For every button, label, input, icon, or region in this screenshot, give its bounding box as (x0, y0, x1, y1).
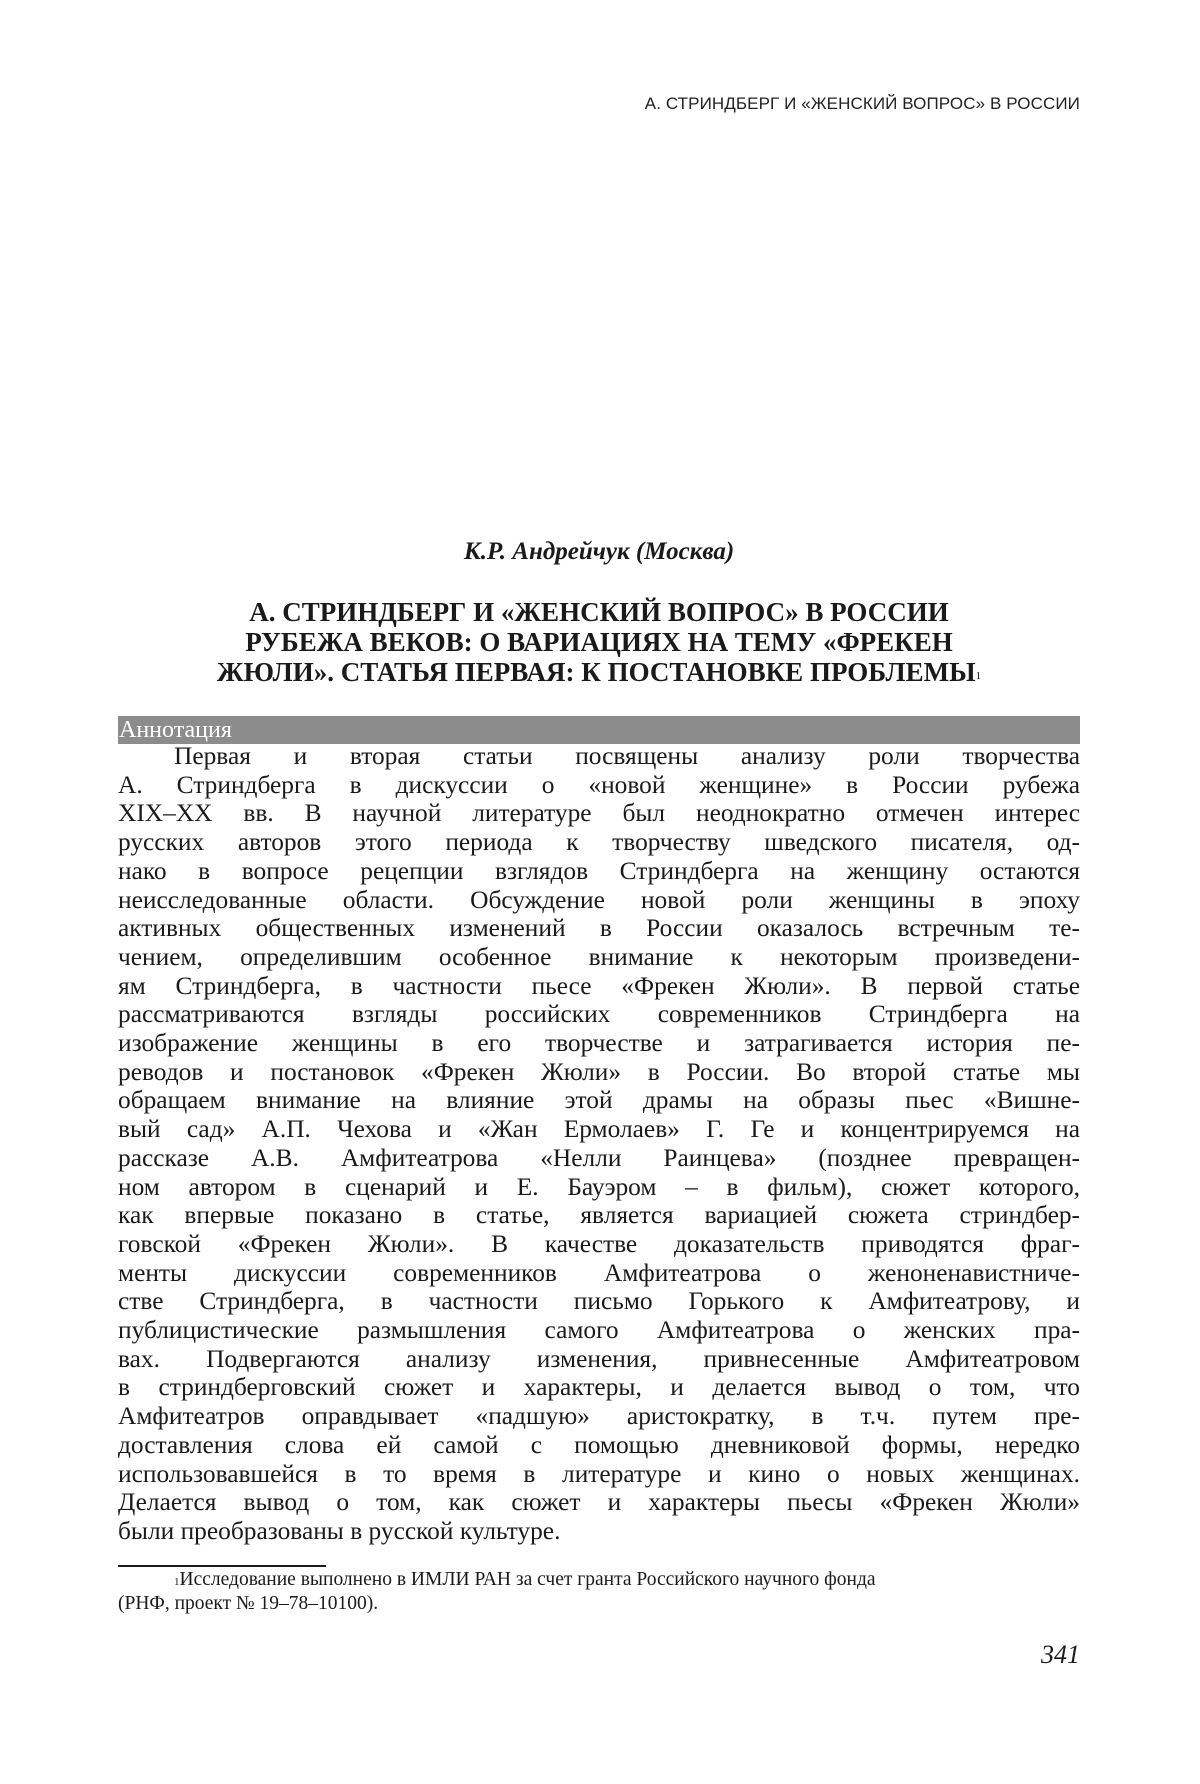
footnote-line-2: (РНФ, проект № 19–78–10100). (118, 1592, 1080, 1616)
title-line-1: А. СТРИНДБЕРГ И «ЖЕНСКИЙ ВОПРОС» В РОССИИ (118, 597, 1080, 627)
abstract-line: русских авторов этого периода к творчеству шведского писателя, од- (118, 828, 1080, 857)
abstract-line: доставления слова ей самой с помощью дневниковой формы, нередко (118, 1431, 1080, 1460)
title-line-3 (118, 657, 1080, 687)
title-line-2: РУБЕЖА ВЕКОВ: О ВАРИАЦИЯХ НА ТЕМУ «ФРЕКЕН (118, 627, 1080, 657)
title-line-3-text: ЖЮЛИ». СТАТЬЯ ПЕРВАЯ: К ПОСТАНОВКЕ ПРОБЛЕМЫ (217, 657, 976, 687)
footnote-text-1: Исследование выполнено в ИМЛИ РАН за счет гранта Российского научного фонда (180, 1569, 876, 1590)
abstract-line: использовавшейся в то время в литературе и кино о новых женщинах. (118, 1460, 1080, 1489)
article-author: К.Р. Андрейчук (Москва) (118, 538, 1080, 566)
abstract-line: реводов и постановок «Фрекен Жюли» в России. Во второй статье мы (118, 1058, 1080, 1087)
abstract-line: рассматриваются взгляды российских современников Стриндберга на (118, 1000, 1080, 1029)
abstract-line: изображение женщины в его творчестве и затрагивается история пе- (118, 1029, 1080, 1058)
footnote-marker: 1 (174, 1576, 180, 1588)
abstract-line: Первая и вторая статьи посвящены анализу роли творчества (118, 742, 1080, 771)
abstract-line: нако в вопросе рецепции взглядов Стриндберга на женщину остаются (118, 857, 1080, 886)
article-title (118, 597, 1080, 687)
abstract-line: Амфитеатров оправдывает «падшую» аристократку, в т.ч. путем пре- (118, 1402, 1080, 1431)
footnote-line-1 (118, 1568, 1080, 1592)
abstract-line: вах. Подвергаются анализу изменения, привнесенные Амфитеатровом (118, 1345, 1080, 1374)
page-number: 341 (980, 1640, 1080, 1670)
abstract-line: неисследованные области. Обсуждение новой роли женщины в эпоху (118, 886, 1080, 915)
abstract-line: рассказе А.В. Амфитеатрова «Нелли Раинцева» (позднее превращен- (118, 1144, 1080, 1173)
abstract-line: А. Стриндберга в дискуссии о «новой женщине» в России рубежа (118, 771, 1080, 800)
abstract-line: обращаем внимание на влияние этой драмы на образы пьес «Вишне- (118, 1086, 1080, 1115)
abstract-line: активных общественных изменений в России оказалось встречным те- (118, 914, 1080, 943)
abstract-line: ном автором в сценарий и Е. Бауэром – в фильм), сюжет которого, (118, 1173, 1080, 1202)
running-head: А. СТРИНДБЕРГ И «ЖЕНСКИЙ ВОПРОС» В РОССИИ (118, 94, 1080, 114)
abstract-line: говской «Фрекен Жюли». В качестве доказательств приводятся фраг- (118, 1230, 1080, 1259)
footnote-divider (118, 1565, 326, 1567)
abstract-line: чением, определившим особенное внимание к некоторым произведени- (118, 943, 1080, 972)
abstract-line: Делается вывод о том, как сюжет и характеры пьесы «Фрекен Жюли» (118, 1488, 1080, 1517)
abstract-line: стве Стриндберга, в частности письмо Горького к Амфитеатрову, и (118, 1287, 1080, 1316)
abstract-line: вый сад» А.П. Чехова и «Жан Ермолаев» Г. Ге и концентрируемся на (118, 1115, 1080, 1144)
footnote (118, 1568, 1080, 1616)
abstract-body (118, 742, 1080, 1546)
abstract-heading: Аннотация (118, 716, 1080, 744)
abstract-line: XIX–XX вв. В научной литературе был неоднократно отмечен интерес (118, 799, 1080, 828)
abstract-line: публицистические размышления самого Амфитеатрова о женских пра- (118, 1316, 1080, 1345)
abstract-line: как впервые показано в статье, является вариацией сюжета стриндбер- (118, 1201, 1080, 1230)
abstract-line: ям Стриндберга, в частности пьесе «Фрекен Жюли». В первой статье (118, 972, 1080, 1001)
abstract-line: в стриндберговский сюжет и характеры, и делается вывод о том, что (118, 1373, 1080, 1402)
abstract-line: менты дискуссии современников Амфитеатрова о женоненавистниче- (118, 1259, 1080, 1288)
journal-page (0, 0, 1200, 1784)
title-footnote-marker[interactable]: 1 (976, 670, 982, 682)
abstract-line: были преобразованы в русской культуре. (118, 1517, 1080, 1546)
